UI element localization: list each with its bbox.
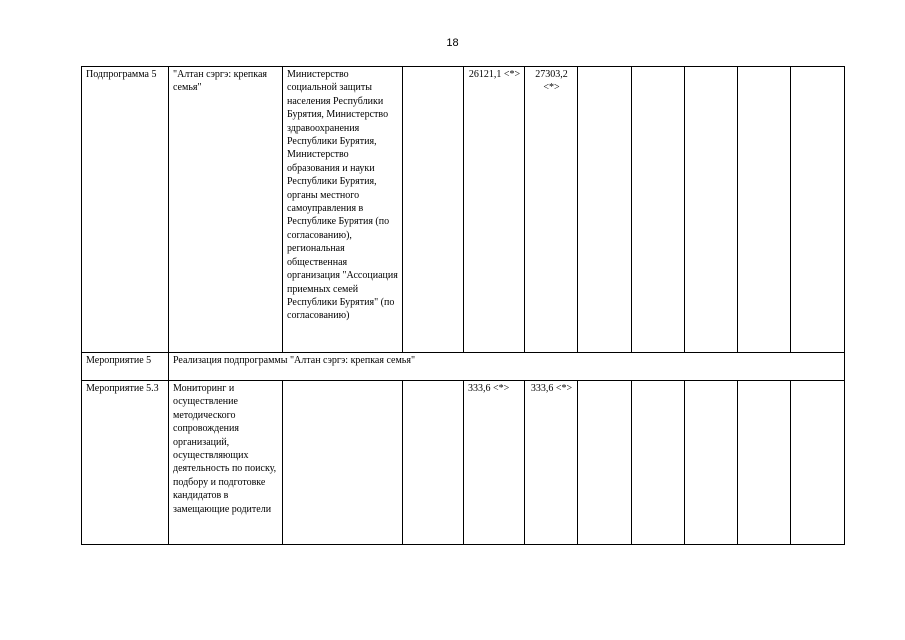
table-row-event-5 (82, 353, 845, 381)
empty-cell (738, 381, 791, 545)
empty-cell (403, 381, 464, 545)
empty-cell (632, 381, 685, 545)
value-cell-year-2: 27303,2 <*> (525, 67, 578, 353)
empty-cell (791, 381, 845, 545)
row-label-cell: Подпрограмма 5 (82, 67, 169, 353)
table-row-subprogram-5 (82, 67, 845, 353)
executors-cell: Министерство социальной защиты населения Республики Бурятия, Министерство здравоохранения Республики Бурятия, Министерство образования и науки Республики Бурятия, органы местного самоуправления в Республике Бурятия (по согласованию), региональная общественная организация "Ассоциация приемных семей Республики Бурятия" (по согласованию) (283, 67, 403, 353)
empty-cell (578, 67, 632, 353)
subprogram-name-cell: "Алтан сэргэ: крепкая семья" (169, 67, 283, 353)
table-row-event-5-3 (82, 381, 845, 545)
empty-cell (578, 381, 632, 545)
empty-cell (685, 67, 738, 353)
empty-cell (738, 67, 791, 353)
event-name-cell: Мониторинг и осуществление методического сопровождения организаций, осуществляющих деятельность по поиску, подбору и подготовке кандидатов в замещающие родители (169, 381, 283, 545)
budget-table (81, 66, 845, 545)
value-cell-year-2: 333,6 <*> (525, 381, 578, 545)
event-description-cell: Реализация подпрограммы "Алтан сэргэ: крепкая семья" (169, 353, 845, 381)
empty-cell (685, 381, 738, 545)
empty-cell (632, 67, 685, 353)
page-number: 18 (446, 37, 459, 49)
row-label-cell: Мероприятие 5.3 (82, 381, 169, 545)
value-cell-year-1: 26121,1 <*> (464, 67, 525, 353)
row-label-cell: Мероприятие 5 (82, 353, 169, 381)
empty-cell (791, 67, 845, 353)
empty-cell (283, 381, 403, 545)
empty-cell (403, 67, 464, 353)
value-cell-year-1: 333,6 <*> (464, 381, 525, 545)
